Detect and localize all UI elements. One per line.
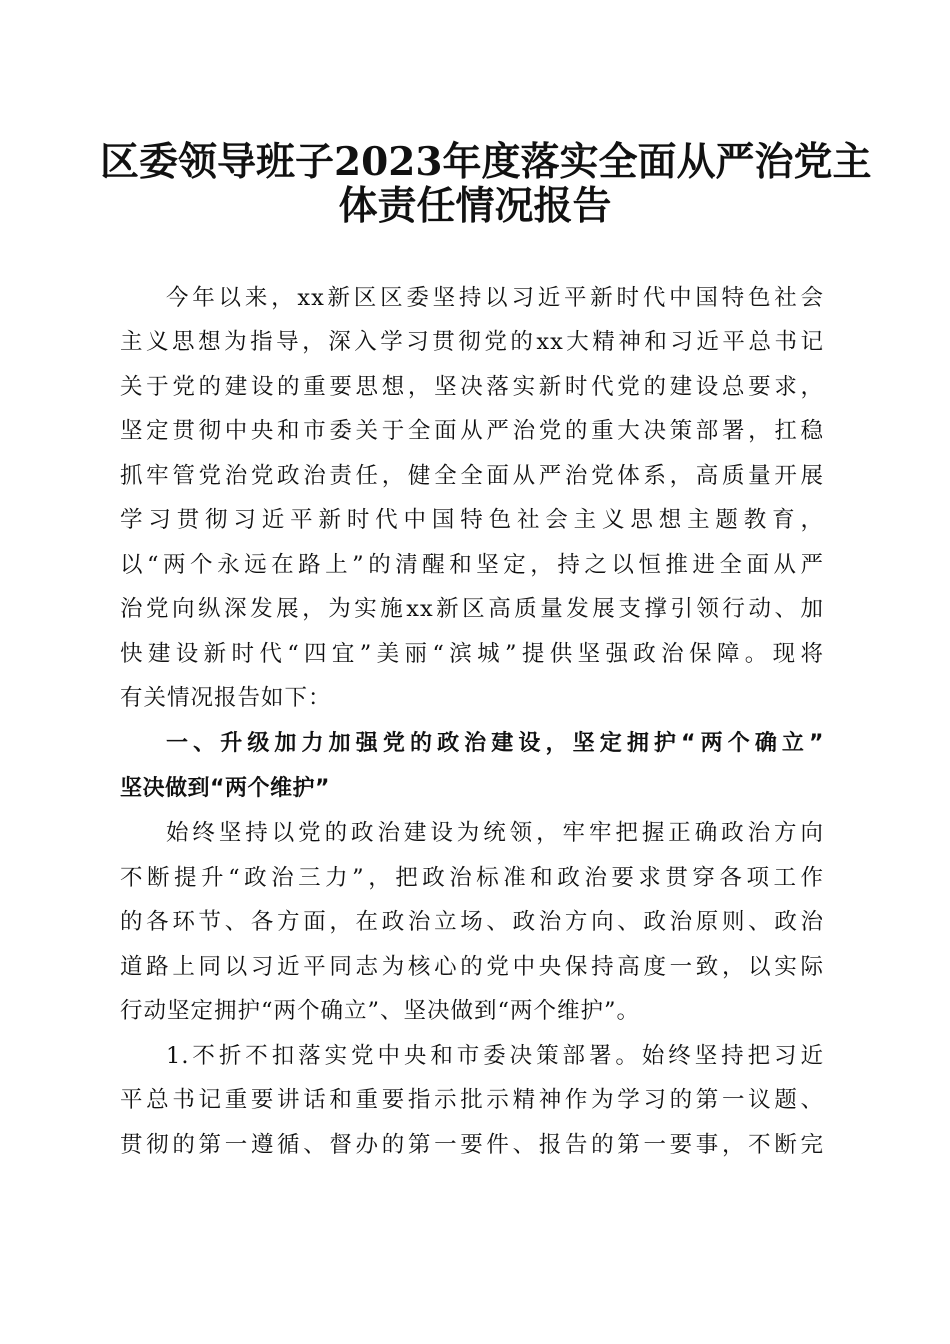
intro-line: 今年以来，xx新区区委坚持以习近平新时代中国特色社会	[166, 285, 824, 311]
intro-line: 以“两个永远在路上”的清醒和坚定，持之以恒推进全面从严	[120, 552, 824, 578]
intro-line: 学习贯彻习近平新时代中国特色社会主义思想主题教育，	[120, 507, 824, 533]
item-line: 1.不折不扣落实党中央和市委决策部署。始终坚持把习近	[166, 1043, 824, 1069]
body-line: 不断提升“政治三力”，把政治标准和政治要求贯穿各项工作	[120, 865, 824, 891]
body-line-last: 行动坚定拥护“两个确立”、坚决做到“两个维护”。	[120, 998, 641, 1024]
section-heading: 坚决做到“两个维护”	[120, 776, 330, 801]
document-title-line-1: 区委领导班子2023年度落实全面从严治党主	[100, 139, 872, 185]
section-heading: 一、升级加力加强党的政治建设，坚定拥护“两个确立”	[166, 731, 824, 756]
body-line: 道路上同以习近平同志为核心的党中央保持高度一致，以实际	[120, 954, 824, 980]
intro-line-last: 有关情况报告如下：	[120, 685, 332, 711]
body-line: 始终坚持以党的政治建设为统领，牢牢把握正确政治方向	[166, 820, 824, 846]
intro-line: 治党向纵深发展，为实施xx新区高质量发展支撑引领行动、加	[120, 596, 824, 622]
item-line: 平总书记重要讲话和重要指示批示精神作为学习的第一议题、	[120, 1087, 824, 1113]
intro-line: 主义思想为指导，深入学习贯彻党的xx大精神和习近平总书记	[120, 329, 824, 355]
intro-line: 坚定贯彻中央和市委关于全面从严治党的重大决策部署，扛稳	[120, 418, 824, 444]
intro-line: 抓牢管党治党政治责任，健全全面从严治党体系，高质量开展	[120, 463, 824, 489]
body-line: 的各环节、各方面，在政治立场、政治方向、政治原则、政治	[120, 909, 824, 935]
item-line: 贯彻的第一遵循、督办的第一要件、报告的第一要事，不断完	[120, 1132, 824, 1158]
intro-line: 快建设新时代“四宜”美丽“滨城”提供坚强政治保障。现将	[120, 641, 824, 667]
document-title-line-2: 体责任情况报告	[338, 183, 612, 229]
intro-line: 关于党的建设的重要思想，坚决落实新时代党的建设总要求，	[120, 374, 824, 400]
